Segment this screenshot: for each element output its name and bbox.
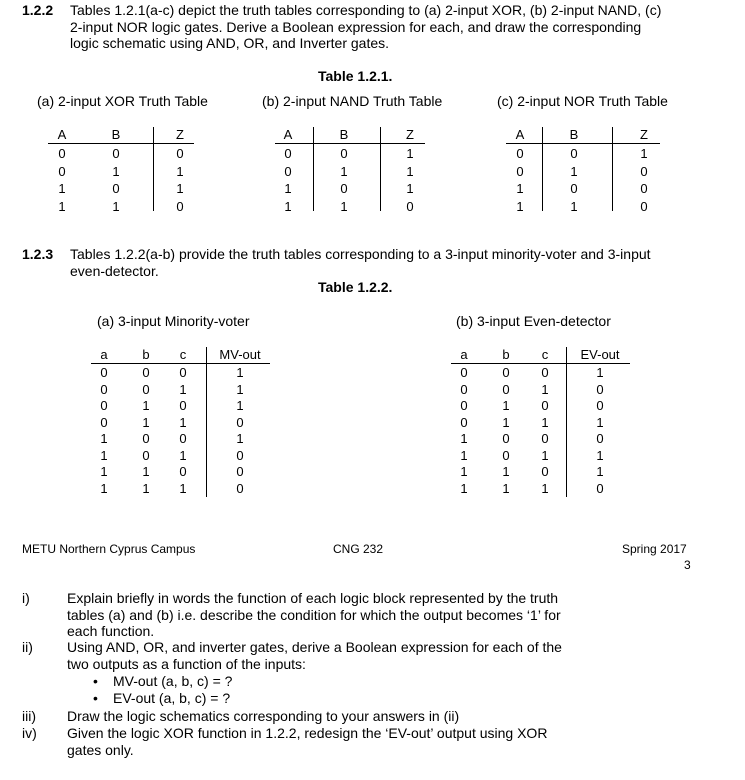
header-rule: [451, 363, 630, 364]
table-cell: 1: [541, 447, 549, 463]
footer-campus: METU Northern Cyprus Campus: [22, 542, 196, 556]
nand-table-caption: (b) 2-input NAND Truth Table: [262, 93, 443, 109]
table-cell: 0: [541, 464, 549, 479]
table-cell: 0: [502, 381, 510, 397]
minority-voter-caption: (a) 3-input Minority-voter: [97, 313, 250, 329]
table-cell: 0: [176, 198, 184, 214]
table-cell: 1: [570, 198, 578, 214]
text-line: each function.: [67, 623, 155, 639]
table-cell: 0: [112, 146, 120, 161]
column-header: c: [541, 347, 549, 362]
table-cell: 0: [176, 146, 184, 161]
header-rule: [91, 363, 270, 364]
table-1-2-2-title: Table 1.2.2.: [318, 279, 393, 295]
table-cell: 1: [340, 198, 348, 214]
output-divider: [206, 347, 207, 497]
table-cell: 0: [502, 431, 510, 446]
table-cell: 0: [112, 181, 120, 196]
text-line: Tables 1.2.1(a-c) depict the truth tables corresponding to (a) 2-input XOR, (b) 2-input NAND, (c): [70, 2, 662, 18]
table-cell: 0: [596, 480, 604, 496]
table-cell: 0: [640, 198, 648, 214]
text-line: two outputs as a function of the inputs:: [67, 655, 306, 672]
table-cell: 1: [541, 480, 549, 496]
table-cell: 1: [406, 163, 414, 179]
text-line: Draw the logic schematics corresponding to your answers in (ii): [67, 708, 460, 724]
table-cell: 0: [142, 381, 150, 397]
column-header: c: [179, 347, 187, 362]
table-cell: 0: [179, 431, 187, 446]
table-cell: 1: [236, 381, 244, 397]
footer-course: CNG 232: [333, 542, 384, 556]
table-cell: 1: [142, 414, 150, 430]
table-cell: 0: [640, 181, 648, 196]
table-cell: 1: [596, 464, 604, 479]
table-cell: 1: [596, 447, 604, 463]
even-detector-caption: (b) 3-input Even-detector: [456, 313, 611, 329]
footer-term: Spring 2017: [622, 542, 687, 556]
table-cell: 0: [100, 381, 108, 397]
table-cell: 1: [112, 163, 120, 179]
table-cell: 0: [516, 163, 524, 179]
section-1-2-3-text: [70, 246, 730, 279]
table-cell: 1: [100, 480, 108, 496]
table-cell: 0: [570, 181, 578, 196]
table-cell: 0: [596, 431, 604, 446]
section-1-2-2-text: [70, 2, 730, 52]
table-cell: 0: [596, 381, 604, 397]
table-cell: 0: [100, 398, 108, 413]
table-cell: 0: [502, 365, 510, 380]
output-divider: [380, 127, 381, 211]
column-header: B: [111, 127, 121, 142]
column-header: Z: [176, 127, 184, 142]
table-cell: 1: [284, 198, 292, 214]
table-cell: 1: [516, 181, 524, 196]
table-cell: 1: [176, 163, 184, 179]
table-cell: 0: [340, 146, 348, 161]
nor-table-caption: (c) 2-input NOR Truth Table: [497, 93, 668, 109]
table-cell: 1: [460, 447, 468, 463]
table-cell: 1: [460, 480, 468, 496]
table-cell: 1: [460, 464, 468, 479]
column-header: a: [100, 347, 108, 362]
table-cell: 1: [502, 414, 510, 430]
output-divider: [566, 347, 567, 497]
column-header: A: [57, 127, 67, 142]
table-cell: 1: [406, 181, 414, 196]
output-divider: [612, 127, 613, 211]
table-cell: 1: [502, 464, 510, 479]
section-number-1-2-2: 1.2.2: [22, 2, 54, 18]
table-cell: 1: [640, 146, 648, 161]
table-cell: 0: [460, 414, 468, 430]
bullet-icon: •: [93, 673, 98, 689]
page-number: 3: [684, 558, 691, 572]
table-cell: 1: [58, 181, 66, 196]
column-header: A: [515, 127, 525, 142]
section-number-1-2-3: 1.2.3: [22, 246, 54, 262]
table-cell: 1: [596, 414, 604, 430]
table-cell: 0: [142, 365, 150, 380]
bullet-item: [93, 690, 230, 706]
question-text: [67, 708, 627, 725]
table-cell: 0: [284, 163, 292, 179]
table-cell: 0: [236, 480, 244, 496]
table-cell: 1: [142, 480, 150, 496]
column-header: B: [569, 127, 579, 142]
table-cell: 1: [236, 398, 244, 413]
table-cell: 1: [516, 198, 524, 214]
text-line: 2-input NOR logic gates. Derive a Boolean expression for each, and draw the corresponding: [70, 18, 642, 35]
column-header: Z: [406, 127, 414, 142]
table-cell: 0: [236, 464, 244, 479]
column-header: a: [460, 347, 468, 362]
text-line: Tables 1.2.2(a-b) provide the truth tables corresponding to a 3-input minority-voter and 3-input: [70, 246, 651, 262]
table-cell: 0: [179, 398, 187, 413]
table-cell: 0: [640, 163, 648, 179]
table-cell: 0: [100, 414, 108, 430]
text-line: even-detector.: [70, 262, 159, 279]
table-cell: 1: [236, 365, 244, 380]
question-label: iii): [22, 708, 36, 724]
table-cell: 1: [541, 414, 549, 430]
text-line: tables (a) and (b) i.e. describe the condition for which the output becomes ‘1’ for: [67, 606, 561, 623]
input-divider: [313, 127, 314, 211]
table-cell: 1: [142, 464, 150, 479]
table-cell: 1: [112, 198, 120, 214]
table-cell: 0: [541, 365, 549, 380]
table-cell: 1: [502, 398, 510, 413]
column-header: b: [502, 347, 510, 362]
text-line: Given the logic XOR function in 1.2.2, redesign the ‘EV-out’ output using XOR: [67, 725, 548, 741]
header-rule: [275, 143, 425, 144]
column-header: Z: [640, 127, 648, 142]
question-text: [67, 725, 627, 758]
table-cell: 1: [502, 480, 510, 496]
bullet-icon: •: [93, 690, 98, 706]
table-cell: 0: [460, 381, 468, 397]
table-cell: 0: [406, 198, 414, 214]
table-cell: 1: [179, 381, 187, 397]
text-line: logic schematic using AND, OR, and Inverter gates.: [70, 35, 390, 51]
xor-table-caption: (a) 2-input XOR Truth Table: [37, 93, 208, 109]
table-cell: 1: [460, 431, 468, 446]
table-cell: 1: [596, 365, 604, 380]
question-text: [67, 590, 627, 640]
table-cell: 0: [596, 398, 604, 413]
table-cell: 1: [142, 398, 150, 413]
table-cell: 1: [284, 181, 292, 196]
table-cell: 0: [340, 181, 348, 196]
bullet-item: [93, 673, 232, 689]
table-cell: 0: [236, 447, 244, 463]
table-cell: 0: [142, 447, 150, 463]
table-cell: 0: [460, 398, 468, 413]
table-cell: 0: [541, 431, 549, 446]
table-cell: 0: [58, 163, 66, 179]
column-header: MV-out: [219, 347, 261, 362]
question-label: i): [22, 590, 30, 606]
table-cell: 1: [541, 381, 549, 397]
column-header: b: [142, 347, 150, 362]
table-cell: 0: [142, 431, 150, 446]
header-rule: [48, 143, 194, 144]
table-cell: 1: [100, 431, 108, 446]
table-cell: 1: [58, 198, 66, 214]
header-rule: [506, 143, 660, 144]
table-cell: 0: [460, 365, 468, 380]
bullet-text: MV-out (a, b, c) = ?: [113, 673, 233, 689]
column-header: EV-out: [580, 347, 620, 362]
table-cell: 1: [179, 414, 187, 430]
table-cell: 1: [236, 431, 244, 446]
table-cell: 1: [100, 464, 108, 479]
table-cell: 0: [516, 146, 524, 161]
table-cell: 0: [179, 464, 187, 479]
table-cell: 0: [236, 414, 244, 430]
table-cell: 0: [541, 398, 549, 413]
text-line: gates only.: [67, 741, 134, 758]
table-cell: 0: [502, 447, 510, 463]
question-label: ii): [22, 639, 33, 655]
question-label: iv): [22, 725, 37, 741]
text-line: Using AND, OR, and inverter gates, derive a Boolean expression for each of the: [67, 639, 562, 655]
table-cell: 1: [340, 163, 348, 179]
input-divider: [542, 127, 543, 211]
table-cell: 0: [284, 146, 292, 161]
output-divider: [153, 127, 154, 211]
table-cell: 1: [570, 163, 578, 179]
table-cell: 1: [179, 480, 187, 496]
text-line: Explain briefly in words the function of each logic block represented by the truth: [67, 590, 559, 606]
column-header: A: [283, 127, 293, 142]
table-1-2-1-title: Table 1.2.1.: [318, 68, 393, 84]
table-cell: 1: [179, 447, 187, 463]
table-cell: 0: [570, 146, 578, 161]
column-header: B: [339, 127, 349, 142]
table-cell: 0: [179, 365, 187, 380]
table-cell: 1: [406, 146, 414, 161]
table-cell: 0: [100, 365, 108, 380]
question-text: [67, 639, 627, 672]
table-cell: 1: [100, 447, 108, 463]
table-cell: 1: [176, 181, 184, 196]
bullet-text: EV-out (a, b, c) = ?: [113, 690, 231, 706]
table-cell: 0: [58, 146, 66, 161]
